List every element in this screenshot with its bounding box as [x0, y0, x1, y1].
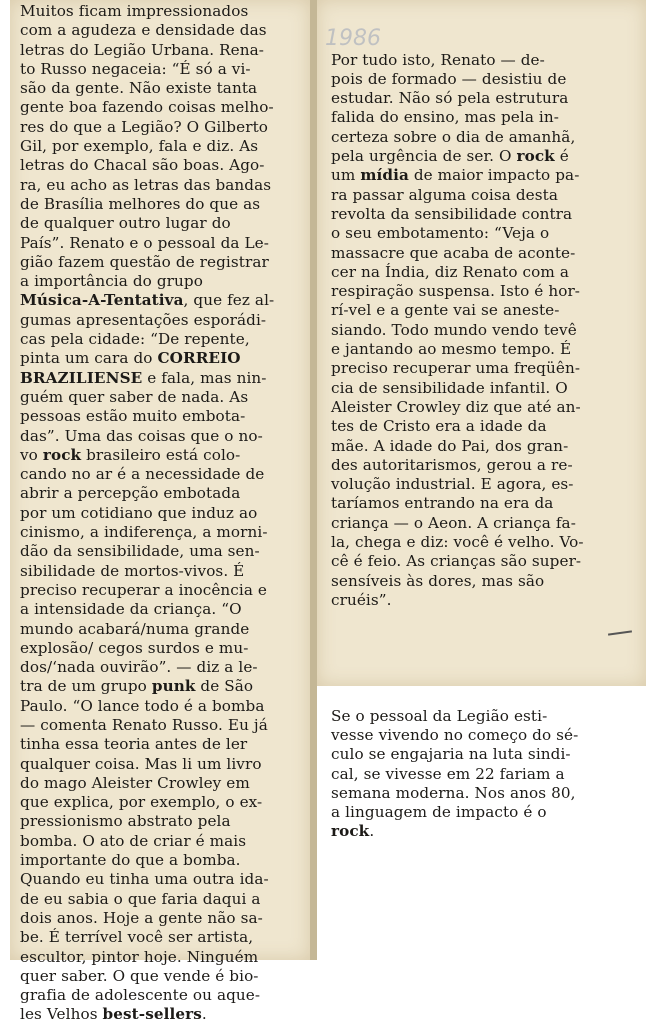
text-line: vo rock brasileiro está colo-: [20, 445, 241, 464]
text-line: semana moderna. Nos anos 80,: [331, 783, 576, 802]
text-line: de Brasília melhores do que as: [20, 194, 261, 213]
text-line: qualquer coisa. Mas li um livro: [20, 754, 262, 773]
text-line: estudar. Não só pela estrutura: [331, 89, 569, 108]
article-column-right: [317, 0, 646, 841]
text-line: Paulo. “O lance todo é a bomba: [20, 696, 265, 715]
text-line: a importância do grupo: [20, 272, 203, 291]
text-line: ra passar alguma coisa desta: [331, 185, 558, 204]
text-line: cando no ar é a necessidade de: [20, 465, 265, 484]
text-line: e jantando ao mesmo tempo. É: [331, 340, 572, 359]
text-line: gumas apresentações esporádi-: [20, 310, 267, 329]
text-line: vesse vivendo no começo do sé-: [331, 725, 579, 744]
article-column-left: [10, 0, 311, 1024]
text-line: o seu embotamento: “Veja o: [331, 224, 550, 243]
text-line: pela urgência de ser. O rock é: [331, 147, 569, 166]
text-line: — comenta Renato Russo. Eu já: [20, 715, 268, 734]
text-line: des autoritarismos, gerou a re-: [331, 455, 573, 474]
text-line: Muitos ficam impressionados: [20, 2, 249, 20]
text-line: siando. Todo mundo vendo tevê: [331, 320, 577, 339]
text-line: de qualquer outro lugar do: [20, 214, 231, 233]
text-line: taríamos entrando na era da: [331, 494, 554, 513]
text-line: criança — o Aeon. A criança fa-: [331, 513, 576, 532]
text-line: por um cotidiano que induz ao: [20, 503, 258, 522]
text-line: um mídia de maior impacto pa-: [331, 166, 580, 185]
text-line: tinha essa teoria antes de ler: [20, 735, 248, 754]
text-line: grafia de adolescente ou aque-: [20, 986, 261, 1005]
text-line: bomba. O ato de criar é mais: [20, 831, 247, 850]
text-line: quer saber. O que vende é bio-: [20, 966, 259, 985]
text-line: sensíveis às dores, mas são: [331, 571, 545, 590]
text-line: mãe. A idade do Pai, dos gran-: [331, 436, 569, 455]
text-line: be. É terrível você ser artista,: [20, 928, 254, 947]
text-line: gente boa fazendo coisas melho-: [20, 98, 274, 117]
text-line: cas pela cidade: “De repente,: [20, 330, 250, 349]
text-line: volução industrial. E agora, es-: [331, 475, 574, 494]
text-line: Aleister Crowley diz que até an-: [331, 397, 581, 416]
text-line: cê é feio. As crianças são super-: [331, 552, 582, 571]
text-line: Música-A-Tentativa, que fez al-: [20, 291, 275, 310]
text-line: escultor, pintor hoje. Ninguém: [20, 947, 259, 966]
text-line: com a agudeza e densidade das: [20, 21, 267, 40]
text-line: preciso recuperar uma freqüên-: [331, 359, 581, 378]
text-line: revolta da sensibilidade contra: [331, 204, 573, 223]
text-line: importante do que a bomba.: [20, 851, 241, 870]
text-line: Quando eu tinha uma outra ida-: [20, 870, 269, 889]
text-line: Por tudo isto, Renato — de-: [331, 50, 545, 69]
right-paragraph-2: [331, 707, 639, 842]
text-line: guém quer saber de nada. As: [20, 387, 249, 406]
text-line: explosão/ cegos surdos e mu-: [20, 638, 249, 657]
text-line: de eu sabia o que faria daqui a: [20, 889, 261, 908]
paper-fold: [310, 0, 317, 960]
text-line: das”. Uma das coisas que o no-: [20, 426, 263, 445]
text-line: tes de Cristo era a idade da: [331, 417, 547, 436]
text-line: culo se engajaria na luta sindi-: [331, 745, 571, 764]
text-line: falida do ensino, mas pela in-: [331, 108, 559, 127]
text-line: abrir a percepção embotada: [20, 484, 241, 503]
text-line: cal, se vivesse em 22 fariam a: [331, 764, 565, 783]
text-line: BRAZILIENSE e fala, mas nin-: [20, 368, 267, 387]
text-line: tra de um grupo punk de São: [20, 677, 254, 696]
text-line: cinismo, a indiferença, a morni-: [20, 523, 268, 542]
text-line: são da gente. Não existe tanta: [20, 79, 258, 98]
text-line: que explica, por exemplo, o ex-: [20, 793, 263, 812]
text-line: dão da sensibilidade, uma sen-: [20, 542, 260, 561]
text-line: cruéis”.: [331, 590, 392, 609]
text-line: massacre que acaba de aconte-: [331, 243, 576, 262]
text-line: a linguagem de impacto é o: [331, 803, 547, 822]
text-line: la, chega e diz: você é velho. Vo-: [331, 533, 584, 552]
text-line: ra, eu acho as letras das bandas: [20, 175, 272, 194]
text-line: letras do Chacal são boas. Ago-: [20, 156, 265, 175]
text-line: do mago Aleister Crowley em: [20, 773, 250, 792]
text-line: dos/‘nada ouvirão”. — diz a le-: [20, 658, 258, 677]
handwritten-year-mark: 1986: [325, 26, 381, 51]
text-line: to Russo negaceia: “É só a vi-: [20, 59, 251, 78]
text-line: dois anos. Hoje a gente não sa-: [20, 908, 263, 927]
text-line: gião fazem questão de registrar: [20, 252, 269, 271]
text-line: mundo acabará/numa grande: [20, 619, 250, 638]
text-line: les Velhos best-sellers.: [20, 1005, 207, 1024]
text-line: cia de sensibilidade infantil. O: [331, 378, 568, 397]
text-line: Gil, por exemplo, fala e diz. As: [20, 137, 259, 156]
text-line: País”. Renato e o pessoal da Le-: [20, 233, 269, 252]
right-column-text: [331, 12, 639, 880]
text-line: preciso recuperar a inocência e: [20, 580, 268, 599]
text-line: rock.: [331, 822, 375, 841]
text-line: res do que a Legião? O Gilberto: [20, 117, 269, 136]
text-line: cer na Índia, diz Renato com a: [331, 262, 569, 281]
right-paragraph-1: [331, 51, 639, 611]
text-line: pinta um cara do CORREIO: [20, 349, 241, 368]
text-line: Se o pessoal da Legião esti-: [331, 706, 548, 725]
text-line: pois de formado — desistiu de: [331, 69, 567, 88]
text-line: a intensidade da criança. “O: [20, 600, 242, 619]
text-line: sibilidade de mortos-vivos. É: [20, 561, 245, 580]
text-line: rí-vel e a gente vai se aneste-: [331, 301, 560, 320]
text-line: pressionismo abstrato pela: [20, 812, 231, 831]
text-line: letras do Legião Urbana. Rena-: [20, 40, 264, 59]
text-line: pessoas estão muito embota-: [20, 407, 246, 426]
text-line: respiração suspensa. Isto é hor-: [331, 282, 581, 301]
left-column-text: [20, 2, 306, 1025]
text-line: certeza sobre o dia de amanhã,: [331, 127, 576, 146]
